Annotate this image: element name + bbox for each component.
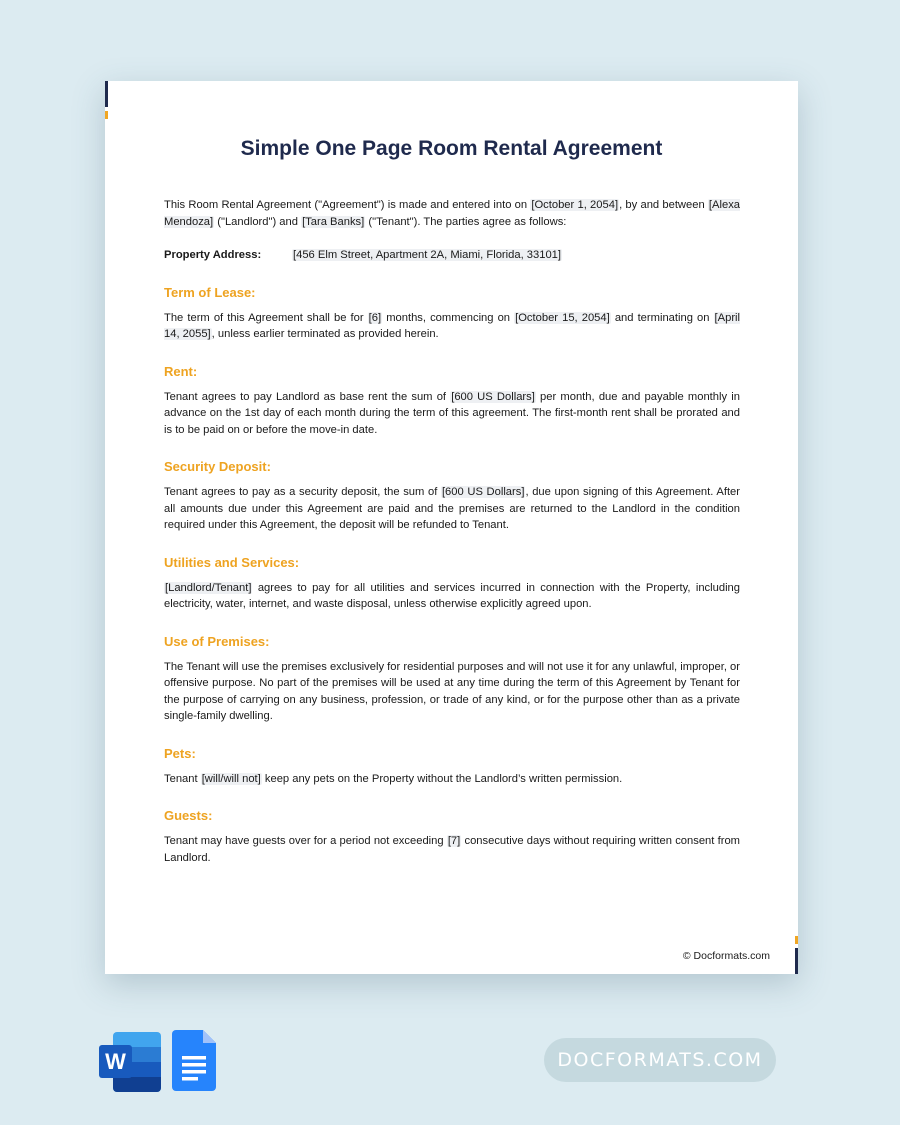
- corner-accent-navy: [795, 948, 798, 974]
- pets-option-field[interactable]: [will/will not]: [201, 772, 261, 785]
- pets-paragraph: Tenant [will/will not] keep any pets on the Property without the Landlord’s written permission.: [164, 772, 623, 785]
- guests-heading: Guests:: [164, 808, 213, 823]
- property-address-row: [164, 247, 740, 264]
- utilities-party-field[interactable]: [Landlord/Tenant]: [165, 581, 252, 594]
- term-heading: Term of Lease:: [164, 284, 256, 300]
- guests-paragraph: Tenant may have guests over for a period not exceeding [7] consecutive days without requiring written consent from Landlord.: [164, 835, 740, 864]
- landlord-name-field[interactable]: [Alexa Mendoza]: [164, 199, 741, 228]
- guests-days-field[interactable]: [7]: [447, 835, 461, 847]
- term-end-field[interactable]: [April 14, 2055]: [164, 311, 741, 340]
- property-address-field[interactable]: [456 Elm Street, Apartment 2A, Miami, Florida, 33101]: [293, 249, 562, 261]
- word-icon-letter: W: [105, 1049, 126, 1074]
- document-body: [164, 197, 740, 866]
- document-page: [105, 81, 798, 974]
- term-paragraph: The term of this Agreement shall be for [6] months, commencing on [October 15, 2054] and terminating on [April 14, 2055], unless earlier terminated as provided herein.: [164, 311, 741, 340]
- brand-badge[interactable]: DOCFORMATS.COM: [544, 1038, 776, 1082]
- rent-paragraph: Tenant agrees to pay Landlord as base rent the sum of [600 US Dollars] per month, due and payable monthly in advance on the 1st day of each month during the term of this agreement. The first-month rent shall be prorated and is to be paid on or before the move-in date.: [164, 390, 740, 436]
- agreement-date-field[interactable]: [October 1, 2054]: [531, 199, 619, 211]
- deposit-heading: Security Deposit:: [164, 459, 271, 474]
- utilities-paragraph: [Landlord/Tenant] agrees to pay for all utilities and services incurred in connection with the Property, including electricity, water, internet, and waste disposal, unless otherwise explicitly agreed upon.: [164, 581, 740, 610]
- corner-accent-gold: [105, 111, 108, 119]
- rent-heading: Rent:: [164, 363, 198, 379]
- deposit-amount-field[interactable]: [600 US Dollars]: [441, 486, 525, 498]
- corner-accent-gold: [795, 936, 798, 944]
- google-docs-icon[interactable]: [172, 1030, 216, 1091]
- tenant-name-field[interactable]: [Tara Banks]: [302, 215, 365, 228]
- intro-paragraph: This Room Rental Agreement ("Agreement") is made and entered into on [October 1, 2054], by and between [Alexa Mendoza] ("Landlord") and [Tara Banks] ("Tenant"). The parties agree as follows:: [164, 199, 741, 228]
- copyright-footer: © Docformats.com: [682, 950, 770, 962]
- deposit-paragraph: Tenant agrees to pay as a security deposit, the sum of [600 US Dollars], due upon signing of this Agreement. After all amounts due under this Agreement are paid and the premises are returned to the Landlord in the condition required under this Agreement, the deposit will be refunded to Tenant.: [164, 486, 740, 531]
- microsoft-word-icon[interactable]: [99, 1032, 161, 1092]
- property-address-label: Property Address:: [164, 249, 262, 261]
- term-start-field[interactable]: [October 15, 2054]: [515, 311, 610, 324]
- pets-heading: Pets:: [164, 745, 196, 761]
- utilities-heading: Utilities and Services:: [164, 554, 300, 570]
- document-title: Simple One Page Room Rental Agreement: [240, 137, 663, 160]
- corner-accent-navy: [105, 81, 108, 107]
- rent-amount-field[interactable]: [600 US Dollars]: [451, 390, 535, 403]
- premises-paragraph: The Tenant will use the premises exclusively for residential purposes and will not use it for any unlawful, improper, or offensive purpose. No part of the premises will be used at any time during the term of this Agreement by Tenant for the purpose of carrying on any business, profession, or trade of any kind, or for the purpose other than as a private single-family dwelling.: [164, 660, 740, 722]
- premises-heading: Use of Premises:: [164, 633, 270, 649]
- term-months-field[interactable]: [6]: [368, 311, 382, 324]
